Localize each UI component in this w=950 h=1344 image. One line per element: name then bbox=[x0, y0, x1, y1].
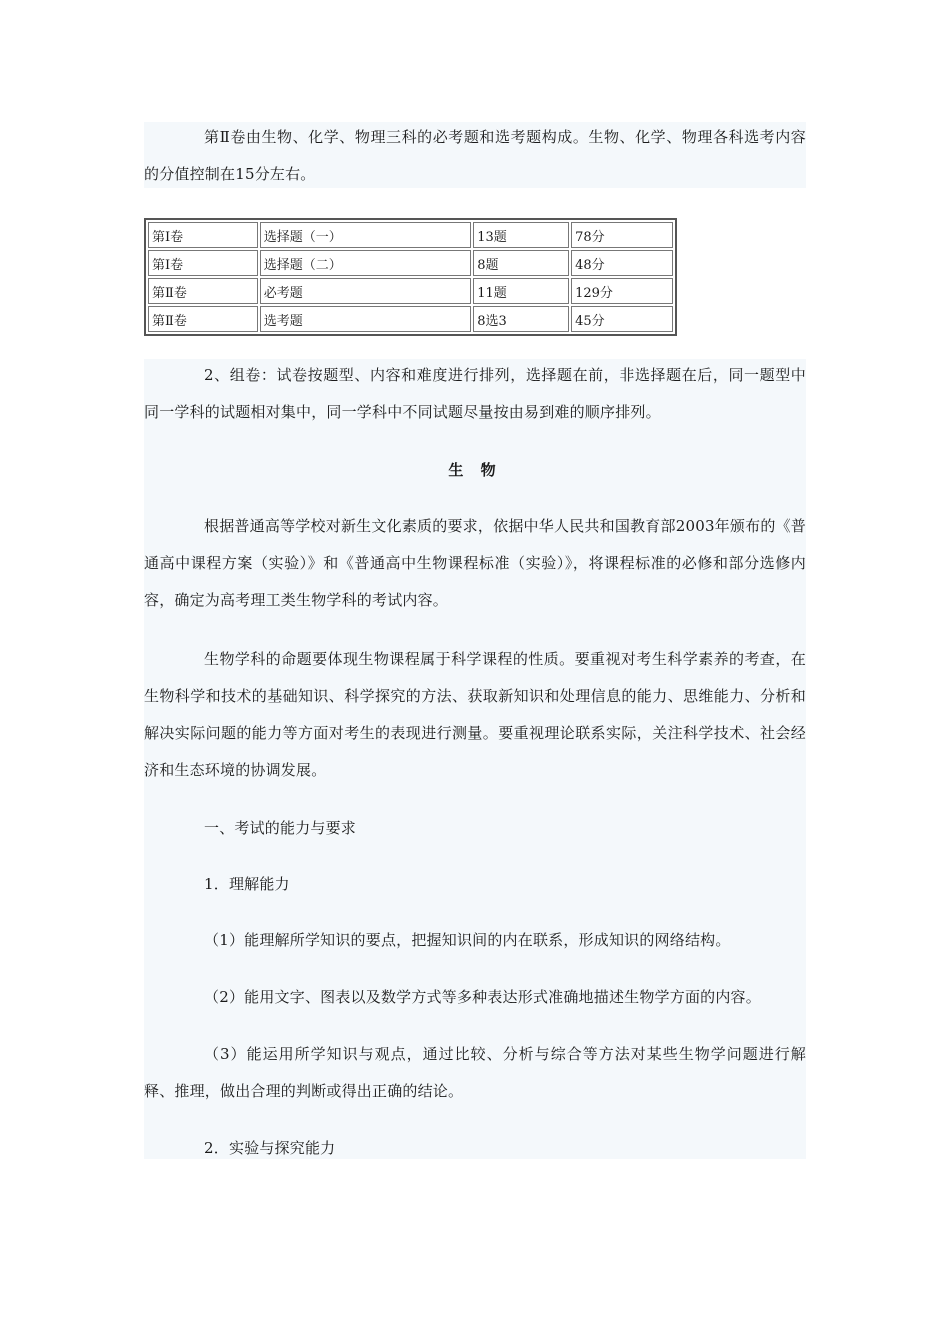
table-cell: 第Ⅱ卷 bbox=[148, 306, 258, 332]
table-cell: 必考题 bbox=[260, 278, 472, 304]
table-cell: 第Ⅰ卷 bbox=[148, 222, 258, 248]
table-row bbox=[148, 278, 673, 304]
basis-paragraph: 根据普通高等学校对新生文化素质的要求，依据中华人民共和国教育部2003年颁布的《普通高中课程方案（实验）》和《普通高中生物课程标准（实验）》，将课程标准的必修和部分选修内容，确定为高考理工类生物学科的考试内容。 bbox=[144, 517, 806, 609]
score-table bbox=[144, 218, 677, 336]
table-cell: 选择题（二） bbox=[260, 250, 472, 276]
nature-paragraph: 生物学科的命题要体现生物课程属于科学课程的性质。要重视对考生科学素养的考查，在生物科学和技术的基础知识、科学探究的方法、获取新知识和处理信息的能力、思维能力、分析和解决实际问题的能力等方面对考生的表现进行测量。要重视理论联系实际，关注科学技术、社会经济和生态环境的协调发展。 bbox=[144, 650, 806, 779]
table-cell: 48分 bbox=[571, 250, 673, 276]
intro-paragraph: 第Ⅱ卷由生物、化学、物理三科的必考题和选考题构成。生物、化学、物理各科选考内容的分值控制在15分左右。 bbox=[144, 128, 806, 183]
table-cell: 8选3 bbox=[473, 306, 569, 332]
table-cell: 选考题 bbox=[260, 306, 472, 332]
assembly-paragraph: 2、组卷：试卷按题型、内容和难度进行排列，选择题在前，非选择题在后，同一题型中同一学科的试题相对集中，同一学科中不同试题尽量按由易到难的顺序排列。 bbox=[144, 366, 806, 421]
table-cell: 129分 bbox=[571, 278, 673, 304]
item-3: （3）能运用所学知识与观点，通过比较、分析与综合等方法对某些生物学问题进行解释、推理，做出合理的判断或得出正确的结论。 bbox=[144, 1045, 806, 1100]
item-1: （1）能理解所学知识的要点，把握知识间的内在联系，形成知识的网络结构。 bbox=[204, 931, 731, 949]
experiment-heading: 2．实验与探究能力 bbox=[204, 1139, 336, 1157]
table-cell: 第Ⅰ卷 bbox=[148, 250, 258, 276]
table-cell: 选择题（一） bbox=[260, 222, 472, 248]
section-title: 生 物 bbox=[448, 461, 502, 479]
item-2: （2）能用文字、图表以及数学方式等多种表达形式准确地描述生物学方面的内容。 bbox=[204, 988, 761, 1006]
table-cell: 13题 bbox=[473, 222, 569, 248]
understanding-heading: 1．理解能力 bbox=[204, 875, 290, 893]
table-cell: 45分 bbox=[571, 306, 673, 332]
table-cell: 第Ⅱ卷 bbox=[148, 278, 258, 304]
table-row bbox=[148, 250, 673, 276]
table-cell: 8题 bbox=[473, 250, 569, 276]
table-row bbox=[148, 222, 673, 248]
requirements-heading: 一、考试的能力与要求 bbox=[204, 819, 357, 837]
table-row bbox=[148, 306, 673, 332]
table-cell: 11题 bbox=[473, 278, 569, 304]
table-cell: 78分 bbox=[571, 222, 673, 248]
